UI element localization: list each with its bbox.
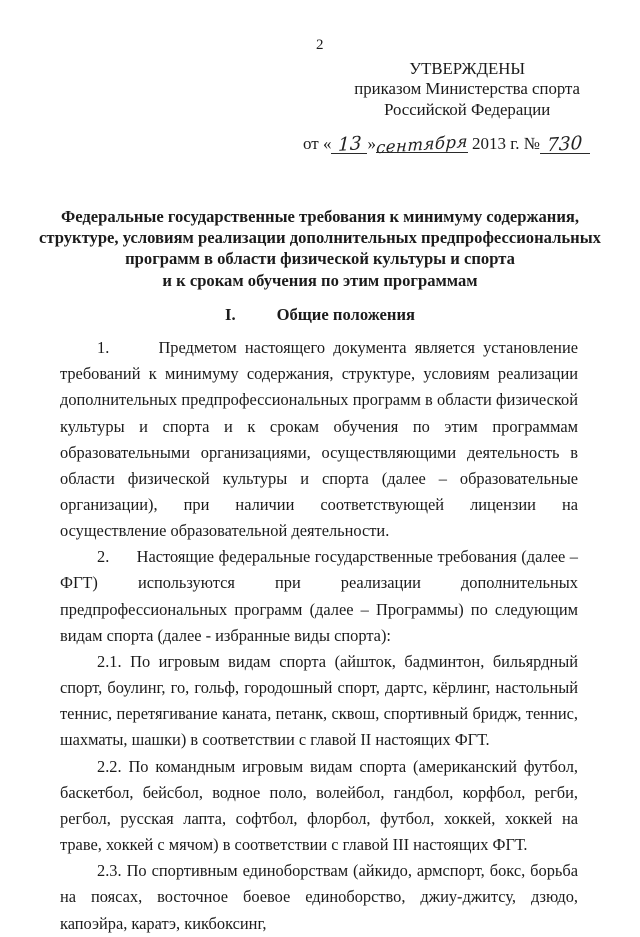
document-title [0, 206, 640, 291]
title-line-1: Федеральные государственные требования к минимуму содержания, [60, 206, 580, 226]
paragraph-2-1: 2.1. По игровым видам спорта (айшток, бадминтон, бильярдный спорт, боулинг, го, гольф, городошный спорт, дартс, кёрлинг, настольный теннис, перетягивание каната, петанк, сквош, спортивный бридж, теннис, шахматы, шашки) в соответствии с главой II настоящих ФГТ. [60, 651, 578, 750]
date-prefix: от « [303, 133, 332, 153]
paragraph-2: 2. Настоящие федеральные государственные требования (далее – ФГТ) используются при реализации дополнительных предпрофессиональных программ (далее – Программы) по следующим видам спорта (далее - избранные виды спорта): [60, 547, 578, 645]
paragraph-1: 1. Предметом настоящего документа является установление требований к минимуму содержания, структуре, условиям реализации дополнительных предпрофессиональных программ в области физической культуры и спорта и к срокам обучения по этим программам образовательными организациями, осуществляющими деятельность в области физической культуры и спорта (далее – образовательные организации), при наличии соответствующей лицензии на осуществление образовательной деятельности. [60, 338, 578, 541]
handwritten-number: 730 [547, 132, 584, 157]
title-line-2: структуре, условиям реализации дополнительных предпрофессиональных [39, 228, 601, 248]
section-numeral: I. [224, 305, 236, 325]
document-body [60, 335, 578, 937]
section-title: Общие положения [276, 305, 415, 325]
paragraph-2-3: 2.3. По спортивным единоборствам (айкидо, армспорт, бокс, борьба на поясах, восточное боевое единоборство, джиу-джитсу, дзюдо, капоэйра, каратэ, кикбоксинг, [60, 861, 578, 933]
approval-block [354, 59, 580, 120]
approval-line-2: приказом Министерства спорта [354, 79, 580, 99]
date-quote-close: » [367, 133, 376, 153]
handwritten-day: 13 [337, 133, 362, 156]
approval-date-line [303, 131, 590, 158]
approval-line-1: УТВЕРЖДЕНЫ [409, 59, 526, 78]
date-number-blank [540, 132, 590, 157]
date-day-blank [331, 135, 367, 155]
paragraph-2-2: 2.2. По командным игровым видам спорта (американский футбол, баскетбол, бейсбол, водное поло, волейбол, гандбол, корфбол, регби, регбол, русская лапта, софтбол, флорбол, футбол, хоккей, хоккей на траве, хоккей с мячом) в соответствии с главой III настоящих ФГТ. [60, 756, 578, 855]
date-month-blank [375, 131, 469, 158]
approval-line-3: Российской Федерации [384, 99, 551, 119]
page-number: 2 [316, 37, 324, 53]
title-line-4: и к срокам обучения по этим программам [162, 270, 478, 290]
section-heading [0, 299, 640, 325]
handwritten-month: сентября [375, 131, 469, 158]
title-line-3: программ в области физической культуры и спорта [125, 249, 515, 269]
date-suffix: 2013 г. № [471, 133, 540, 153]
